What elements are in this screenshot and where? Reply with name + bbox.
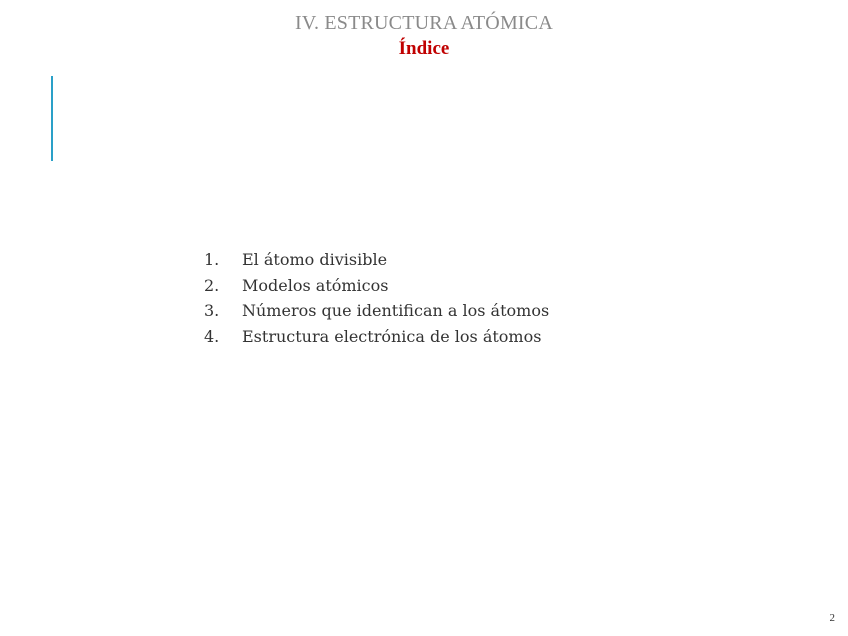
toc-item-2 — [204, 273, 549, 299]
toc-item-1 — [204, 247, 549, 273]
toc-item-4 — [204, 324, 549, 350]
toc-item-number: 2. — [204, 275, 220, 295]
slide-header — [0, 10, 848, 62]
toc-item-label: Estructura electrónica de los átomos — [242, 326, 542, 346]
toc-item-label: El átomo divisible — [242, 250, 388, 269]
slide-subtitle: Índice — [398, 38, 450, 59]
toc-item-number: 4. — [204, 326, 220, 346]
toc-item-number: 1. — [204, 250, 220, 269]
table-of-contents — [204, 247, 549, 349]
slide-title: IV. ESTRUCTURA ATÓMICA — [295, 12, 553, 34]
toc-item-number: 3. — [204, 301, 220, 320]
toc-item-3 — [204, 298, 549, 324]
toc-item-label: Números que identifican a los átomos — [242, 301, 550, 320]
toc-item-label: Modelos atómicos — [242, 275, 389, 295]
page-number: 2 — [829, 612, 835, 624]
accent-bar — [51, 76, 53, 161]
